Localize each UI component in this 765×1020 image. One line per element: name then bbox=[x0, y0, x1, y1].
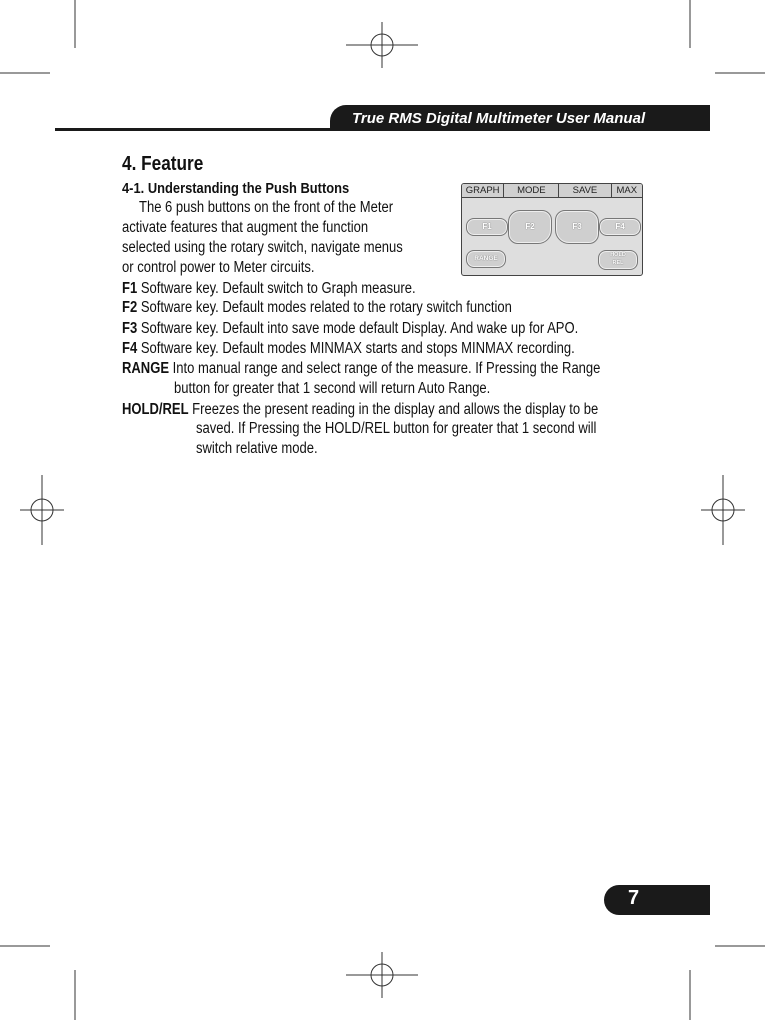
item-hold-text-3: switch relative mode. bbox=[196, 440, 318, 457]
item-f2-key: F2 bbox=[122, 299, 138, 316]
keypad-rel-label: REL bbox=[612, 260, 624, 266]
item-f2-text: Software key. Default modes related to the rotary switch function bbox=[140, 299, 512, 316]
keypad-f1-button: F1 bbox=[466, 218, 508, 236]
item-f3-key: F3 bbox=[122, 320, 138, 337]
item-hold-text-2: saved. If Pressing the HOLD/REL button for greater that 1 second will bbox=[196, 420, 597, 437]
item-hold bbox=[122, 401, 598, 419]
intro-line-3: selected using the rotary switch, navigate menus bbox=[122, 239, 403, 256]
page-number-tab bbox=[604, 885, 710, 915]
keypad-label-graph: GRAPH bbox=[462, 184, 504, 197]
item-f1-key: F1 bbox=[122, 280, 138, 297]
keypad-f4-button: F4 bbox=[599, 218, 641, 236]
section-title: 4. Feature bbox=[122, 153, 204, 175]
manual-title: True RMS Digital Multimeter User Manual bbox=[352, 110, 646, 127]
intro-line-1: The 6 push buttons on the front of the Meter bbox=[139, 199, 394, 216]
keypad-illustration bbox=[461, 183, 643, 276]
item-f1-text: Software key. Default switch to Graph measure. bbox=[140, 280, 416, 297]
item-range-text-1: Into manual range and select range of the measure. If Pressing the Range bbox=[172, 360, 601, 377]
keypad-label-save: SAVE bbox=[559, 184, 611, 197]
keypad-function-labels bbox=[462, 184, 642, 198]
keypad-f3-button: F3 bbox=[555, 210, 599, 244]
intro-line-2: activate features that augment the function bbox=[122, 219, 369, 236]
item-range-text-2: button for greater that 1 second will return Auto Range. bbox=[174, 380, 491, 397]
item-f3-text: Software key. Default into save mode default Display. And wake up for APO. bbox=[140, 320, 579, 337]
keypad-label-mode: MODE bbox=[504, 184, 559, 197]
keypad-hold-rel-button bbox=[598, 250, 638, 270]
keypad-f2-button: F2 bbox=[508, 210, 552, 244]
item-range bbox=[122, 360, 600, 378]
section-subtitle: 4-1. Understanding the Push Buttons bbox=[122, 180, 350, 197]
item-f1 bbox=[122, 280, 416, 298]
item-f2 bbox=[122, 299, 512, 317]
item-f4-key: F4 bbox=[122, 340, 138, 357]
keypad-hold-label: HOLD bbox=[610, 252, 626, 258]
keypad-label-max: MAX bbox=[616, 185, 638, 196]
item-hold-text-1: Freezes the present reading in the display and allows the display to be bbox=[192, 401, 599, 418]
item-f4 bbox=[122, 340, 575, 358]
page-number: 7 bbox=[628, 887, 640, 909]
intro-line-4: or control power to Meter circuits. bbox=[122, 259, 315, 276]
item-f3 bbox=[122, 320, 578, 338]
keypad-range-button: RANGE bbox=[466, 250, 506, 268]
item-f4-text: Software key. Default modes MINMAX starts and stops MINMAX recording. bbox=[140, 340, 575, 357]
item-hold-key: HOLD/REL bbox=[122, 401, 189, 418]
item-range-key: RANGE bbox=[122, 360, 170, 377]
